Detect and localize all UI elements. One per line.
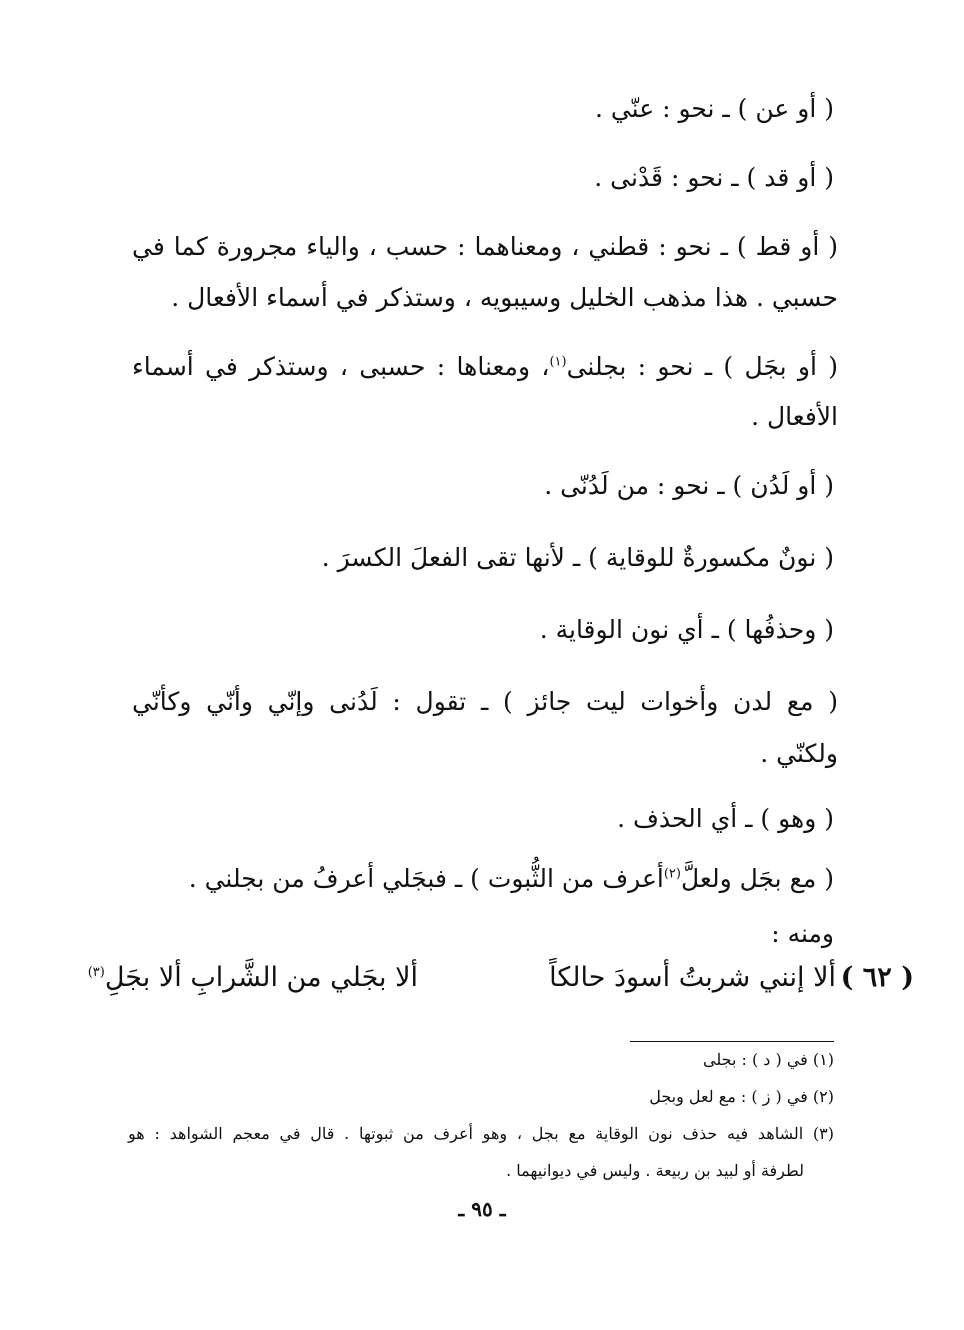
text-line: ولكنّي .: [760, 739, 838, 768]
verse-second-hemistich: [88, 956, 418, 1000]
page-number: ـ ٩٥ ـ: [458, 1197, 506, 1221]
footnote-mark: (٣): [87, 965, 105, 980]
footnote: (٣) الشاهد فيه حذف نون الوقاية مع بجل ، وهو أعرف من ثبوتها . قال في معجم الشواهد : هو: [128, 1124, 834, 1143]
text-line-with-footnote: [132, 350, 838, 384]
text-line: ( نونٌ مكسورةٌ للوقاية ) ـ لأنها تقى الفعلَ الكسرَ .: [321, 543, 834, 572]
text-line: ( أو قد ) ـ نحو : قَدْنى .: [594, 163, 834, 192]
text-segment: ، ومعناها : حسبى ، وستذكر في أسماء: [132, 352, 550, 381]
footnote-divider: [630, 1041, 834, 1042]
verse-first-hemistich: ألا إنني شربتُ أسودَ حالكاً: [549, 962, 836, 993]
text-line: ( وحذفُها ) ـ أي نون الوقاية .: [539, 615, 834, 644]
text-segment: ( أو بجَل ) ـ نحو : بجلنى: [566, 352, 838, 381]
text-line-with-footnote: [134, 862, 834, 896]
text-line: ( أو عن ) ـ نحو : عنّي .: [594, 94, 834, 123]
text-line: ( مع لدن وأخوات ليت جائز ) ـ تقول : لَدُنى وإنّي وأنّي وكأنّي: [132, 687, 838, 716]
footnote-mark: (١): [549, 354, 567, 370]
poetry-verse: [87, 956, 914, 1000]
text-segment: ( مع بجَل ولعلَّ: [680, 864, 834, 893]
verse-number: ( ٦٢ ): [840, 962, 914, 993]
text-line: الأفعال .: [751, 402, 838, 431]
text-segment: ألا بجَلي من الشَّرابِ ألا بجَلِ: [104, 962, 418, 993]
text-line: حسبي . هذا مذهب الخليل وسيبويه ، وستذكر في أسماء الأفعال .: [171, 283, 838, 312]
footnote: (٢) في ( ز ) : مع لعل وبجل: [649, 1087, 834, 1106]
text-segment: أعرف من الثُّبوت ) ـ فبجَلي أعرفُ من بجلني .: [188, 864, 664, 893]
text-line: ( أو قط ) ـ نحو : قطني ، ومعناهما : حسب ، والياء مجرورة كما في: [132, 232, 838, 261]
text-line: ( أو لَدُن ) ـ نحو : من لَدُنّى .: [544, 471, 834, 500]
footnote-mark: (٢): [663, 866, 681, 882]
footnote: لطرفة أو لبيد بن ربيعة . وليس في ديوانيهما .: [506, 1161, 804, 1180]
text-line: ومنه :: [771, 919, 834, 948]
footnote: (١) في ( د ) : بجلى: [703, 1050, 834, 1069]
text-line: ( وهو ) ـ أي الحذف .: [617, 804, 834, 833]
